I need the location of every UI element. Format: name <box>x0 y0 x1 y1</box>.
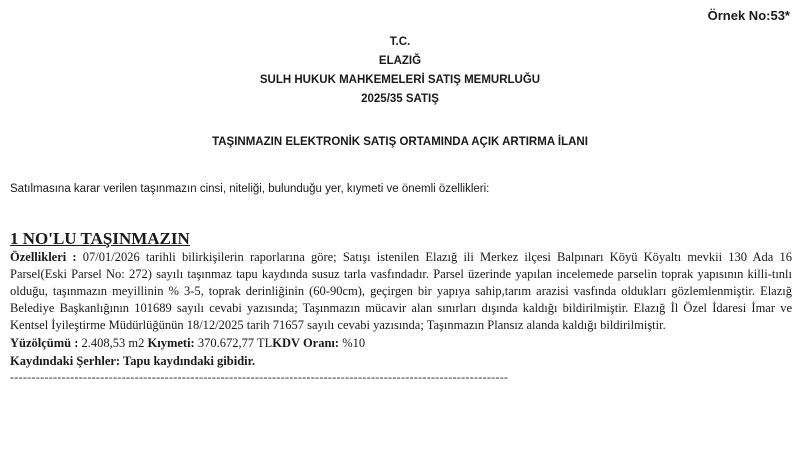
value-amount: 370.672,77 TL <box>197 336 273 350</box>
annotations-value: Tapu kaydındaki gibidir. <box>123 354 256 368</box>
header-line-city: ELAZIĞ <box>378 55 422 67</box>
area-value: 2.408,53 m2 <box>81 336 145 350</box>
announcement-title: TAŞINMAZIN ELEKTRONİK SATIŞ ORTAMINDA AÇIK ARTIRMA İLANI <box>212 136 588 148</box>
vat-label: KDV Oranı: <box>272 336 340 350</box>
header-line-tc: T.C. <box>389 36 411 48</box>
features-text: 07/01/2026 tarihli bilirkişilerin raporlarına göre; Satışı istenilen Elazığ ili Merkez ilçesi Balpınarı Köyü Köyaltı mevkii 130 Ada 16 Parsel(Eski Parsel No: 272) sayılı taşınmaz tapu kaydında susuz tarla vasfındadır. Parsel üzerinde yapılan incelemede parselin toprak yapısının killi-tınlı olduğu, taşınmazın meyillinin % 3-5, toprak derinliğinin (60-90cm), geçirgen bir yapıya sahip,tarım arazisi vasfında oldukları gözlemlenmiştir. Elazığ Belediye Başkanlığının 101689 sayılı cevabi yazısında; Taşınmazın mücavir alan sınırları dışında kaldığı bildirilmiştir. Elazığ İl Özel İdaresi İmar ve Kentsel İyileştirme Müdürlüğünün 18/12/2025 tarih 71657 sayılı cevabi yazısında; Taşınmazın Plansız alanda kaldığı bildirilmiştir. <box>10 250 792 332</box>
annotations-line <box>10 352 792 370</box>
court-header <box>0 33 800 109</box>
annotations-label: Kaydındaki Şerhler: <box>10 354 121 368</box>
property-values-line <box>10 334 792 352</box>
vat-value: %10 <box>342 336 366 350</box>
header-line-file-no: 2025/35 SATIŞ <box>361 93 439 105</box>
sample-number: Örnek No:53* <box>707 8 790 23</box>
separator-line: -------------------------------------------------------------------------------------------------------------------- <box>10 370 509 384</box>
header-line-office: SULH HUKUK MAHKEMELERİ SATIŞ MEMURLUĞU <box>259 74 541 86</box>
property-title: 1 NO'LU TAŞINMAZIN <box>10 229 190 248</box>
property-features <box>10 249 792 334</box>
area-label: Yüzölçümü : <box>10 336 79 350</box>
intro-text: Satılmasına karar verilen taşınmazın cinsi, niteliği, bulunduğu yer, kıymeti ve önemli özellikleri: <box>10 183 490 195</box>
property-section <box>10 229 792 384</box>
value-label: Kıymeti: <box>147 336 195 350</box>
features-label: Özellikleri : <box>10 250 77 264</box>
